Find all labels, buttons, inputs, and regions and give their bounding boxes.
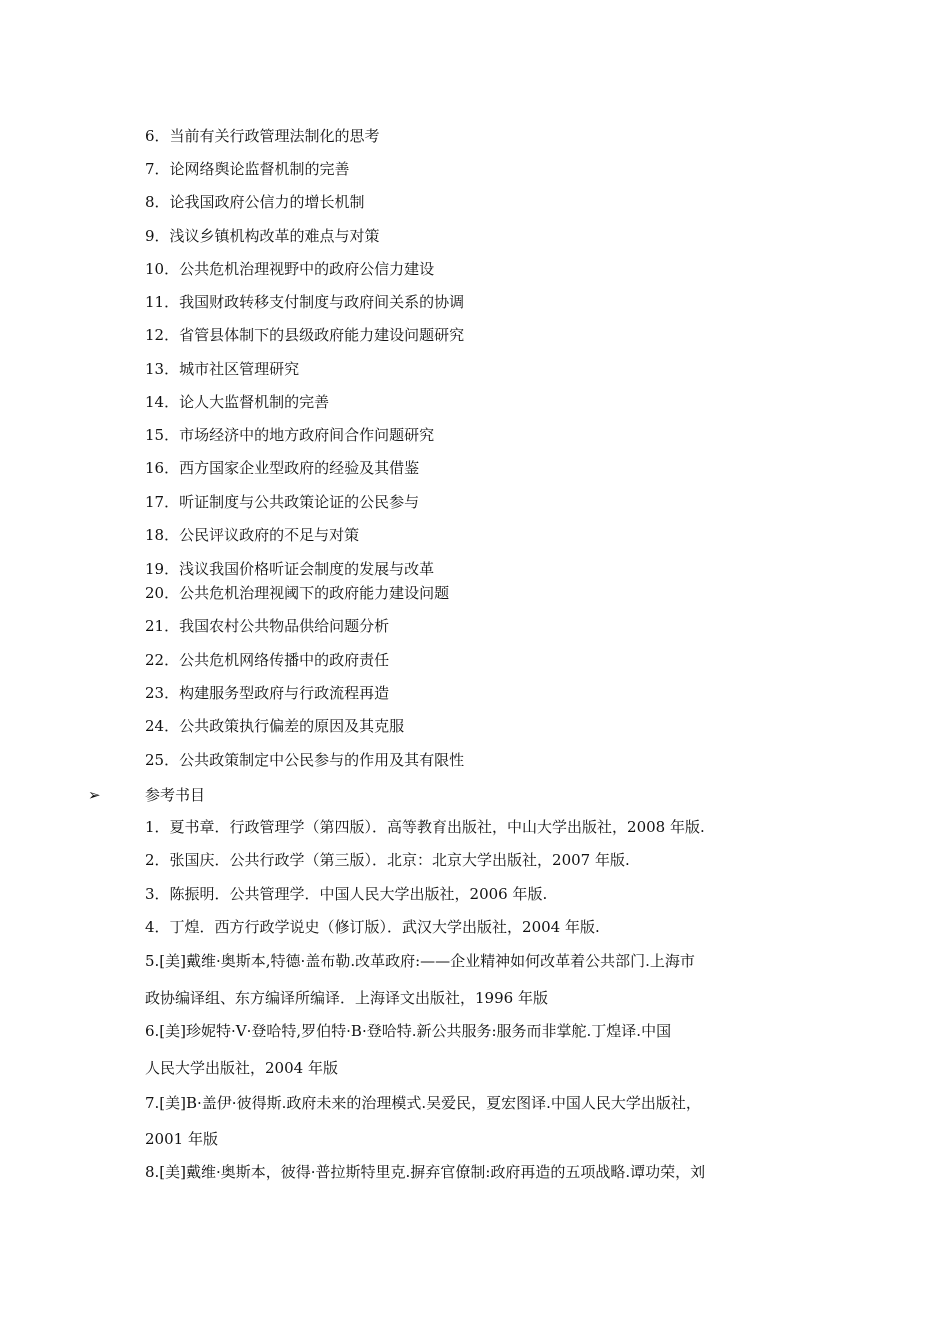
reference-item: 3．陈振明．公共管理学．中国人民大学出版社，2006 年版.: [145, 885, 548, 903]
reference-item: 8.[美]戴维·奥斯本，彼得·普拉斯特里克.摒弃官僚制:政府再造的五项战略.谭功荣，刘: [145, 1163, 706, 1181]
topic-item: 8．论我国政府公信力的增长机制: [145, 193, 365, 211]
reference-item: 5.[美]戴维·奥斯本,特德·盖布勒.改革政府:——企业精神如何改革着公共部门.上海市: [145, 952, 695, 970]
reference-item: 7.[美]B·盖伊·彼得斯.政府未来的治理模式.吴爱民，夏宏图译.中国人民大学出版社，: [145, 1094, 701, 1112]
reference-item: 政协编译组、东方编译所编译．上海译文出版社，1996 年版: [145, 989, 548, 1007]
topic-item: 9．浅议乡镇机构改革的难点与对策: [145, 227, 380, 245]
topic-item: 6．当前有关行政管理法制化的思考: [145, 127, 380, 145]
reference-item: 6.[美]珍妮特·V·登哈特,罗伯特·B·登哈特.新公共服务:服务而非掌舵.丁煌译.中国: [145, 1022, 672, 1040]
topic-item: 11．我国财政转移支付制度与政府间关系的协调: [145, 293, 465, 311]
topic-item: 10．公共危机治理视野中的政府公信力建设: [145, 260, 435, 278]
topic-item: 18．公民评议政府的不足与对策: [145, 526, 360, 544]
reference-item: 人民大学出版社，2004 年版: [145, 1059, 338, 1077]
topic-item: 20．公共危机治理视阈下的政府能力建设问题: [145, 584, 450, 602]
topic-item: 21．我国农村公共物品供给问题分析: [145, 617, 390, 635]
topic-item: 15．市场经济中的地方政府间合作问题研究: [145, 426, 435, 444]
topic-item: 14．论人大监督机制的完善: [145, 393, 330, 411]
topic-item: 7．论网络舆论监督机制的完善: [145, 160, 350, 178]
topic-item: 17．听证制度与公共政策论证的公民参与: [145, 493, 420, 511]
topic-item: 13．城市社区管理研究: [145, 360, 300, 378]
topic-item: 22．公共危机网络传播中的政府责任: [145, 651, 390, 669]
topic-item: 19．浅议我国价格听证会制度的发展与改革: [145, 560, 435, 578]
references-heading: 参考书目: [145, 786, 206, 804]
reference-item: 2001 年版: [145, 1130, 218, 1148]
topic-item: 25．公共政策制定中公民参与的作用及其有限性: [145, 751, 465, 769]
topic-item: 23．构建服务型政府与行政流程再造: [145, 684, 390, 702]
reference-item: 1．夏书章．行政管理学（第四版）．高等教育出版社，中山大学出版社，2008 年版.: [145, 818, 705, 836]
reference-item: 2．张国庆．公共行政学（第三版）．北京：北京大学出版社，2007 年版.: [145, 851, 630, 869]
reference-item: 4．丁煌．西方行政学说史（修订版）．武汉大学出版社，2004 年版.: [145, 918, 600, 936]
arrow-bullet-icon: ➢: [88, 786, 101, 804]
topic-item: 12．省管县体制下的县级政府能力建设问题研究: [145, 326, 465, 344]
topic-item: 16．西方国家企业型政府的经验及其借鉴: [145, 459, 420, 477]
topic-item: 24．公共政策执行偏差的原因及其克服: [145, 717, 405, 735]
